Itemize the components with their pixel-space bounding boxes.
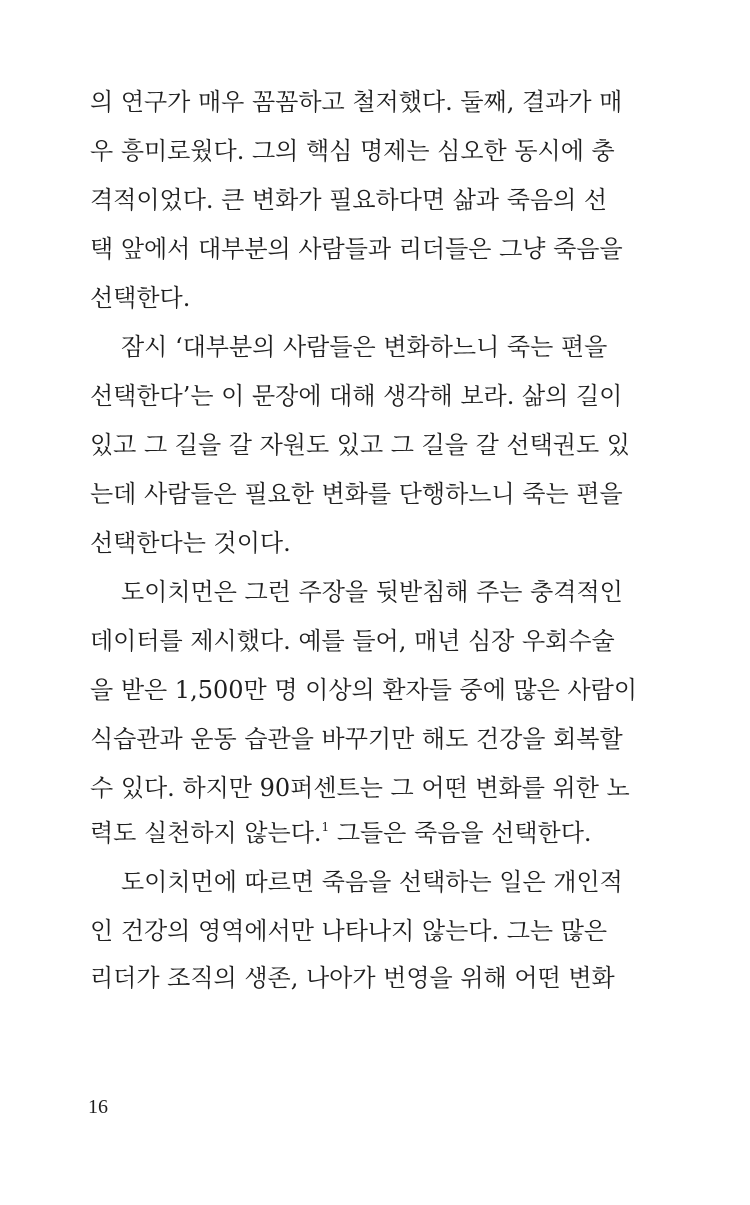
text-line: 우 흥미로웠다. 그의 핵심 명제는 심오한 동시에 충 bbox=[90, 137, 615, 165]
text-line: 선택한다. bbox=[90, 284, 191, 312]
text-line: 선택한다는 것이다. bbox=[90, 529, 291, 557]
text-segment: 력도 실천하지 않는다. bbox=[90, 819, 322, 847]
text-line: 잠시 ‘대부분의 사람들은 변화하느니 죽는 편을 bbox=[121, 333, 608, 361]
text-line: 을 받은 1,500만 명 이상의 환자들 중에 많은 사람이 bbox=[90, 676, 638, 704]
text-line: 격적이었다. 큰 변화가 필요하다면 삶과 죽음의 선 bbox=[90, 186, 608, 214]
text-line: 도이치먼에 따르면 죽음을 선택하는 일은 개인적 bbox=[121, 868, 623, 896]
text-line: 데이터를 제시했다. 예를 들어, 매년 심장 우회수술 bbox=[90, 627, 615, 655]
text-line: 인 건강의 영역에서만 나타나지 않는다. 그는 많은 bbox=[90, 917, 608, 945]
text-line: 택 앞에서 대부분의 사람들과 리더들은 그냥 죽음을 bbox=[90, 235, 623, 263]
text-line: 는데 사람들은 필요한 변화를 단행하느니 죽는 편을 bbox=[90, 480, 623, 508]
text-segment: 그들은 죽음을 선택한다. bbox=[329, 819, 592, 847]
text-line: 선택한다’는 이 문장에 대해 생각해 보라. 삶의 길이 bbox=[90, 382, 623, 410]
text-line: 의 연구가 매우 꼼꼼하고 철저했다. 둘째, 결과가 매 bbox=[90, 88, 623, 116]
text-line: 있고 그 길을 갈 자원도 있고 그 길을 갈 선택권도 있 bbox=[90, 431, 630, 459]
text-line: 리더가 조직의 생존, 나아가 번영을 위해 어떤 변화 bbox=[90, 964, 615, 992]
text-line: 식습관과 운동 습관을 바꾸기만 해도 건강을 회복할 bbox=[90, 725, 623, 753]
page-number: 16 bbox=[88, 1096, 108, 1118]
text-line: 도이치먼은 그런 주장을 뒷받침해 주는 충격적인 bbox=[121, 578, 623, 606]
footnote-reference: 1 bbox=[321, 820, 330, 834]
text-line: 수 있다. 하지만 90퍼센트는 그 어떤 변화를 위한 노 bbox=[90, 774, 630, 802]
text-line bbox=[90, 813, 595, 853]
